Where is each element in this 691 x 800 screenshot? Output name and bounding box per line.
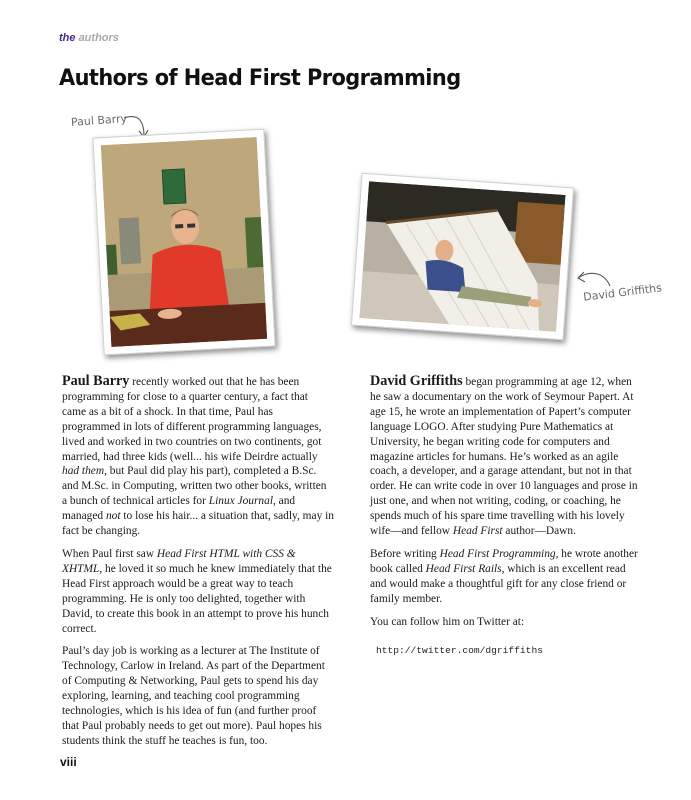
paul-photo-label: Paul Barry [70,112,128,129]
paul-bio-paragraph-1 [62,374,334,539]
paul-bio-text: to lose his hair... a situation that, sadly, may in fact be changing. [62,510,334,538]
paul-bio-paragraph-2 [62,547,334,636]
david-bio-paragraph-1 [370,374,638,539]
running-header-label: authors [78,32,119,44]
page-number: viii [60,755,77,769]
david-griffiths-photo [351,173,574,340]
david-bio-text: Before writing [370,547,440,560]
david-bio-name: David Griffiths [370,373,463,389]
david-bio-text: began programming at age 12, when he saw a documentary on the work of Seymour Papert. At age 15, he wrote an implementation of Papert’s computer language LOGO. After studying Pure Mathematics at University, he began writing code for computers and magazine articles for humans. He’s worked as an agile coach, a developer, and a garage attendant, but not in that order. He can write code in over 10 languages and prose in just one, and when not writing, coding, or coaching, he spends much of his spare time travelling with his lovely wife—and fellow [370,376,638,538]
book-title-hf-rails: Head First Rails [425,562,502,575]
book-title-hf-html: Head First HTML with CSS & XHTML [62,547,296,575]
david-bio-paragraph-2 [370,547,638,607]
paul-bio-text: , but Paul did play his part), completed a B.Sc. and M.Sc. in Computing, written two other books, written a bunch of technical articles for [62,465,327,508]
twitter-url: http://twitter.com/dgriffiths [376,644,543,656]
david-bio-text: , which is an excellent read and would make a thoughtful gift for any close friend or family member. [370,562,627,605]
page-title: Authors of Head First Programming [59,66,461,91]
paul-bio-text: , he loved it so much he knew immediately that the Head First approach would be a great way to teach programming. He is only too delighted, together with David, to create this book in an attempt to prove his hunch correct. [62,562,332,635]
running-header-prefix: the [59,32,76,44]
david-bio-text: , he wrote another book called [370,547,638,575]
paul-bio-paragraph-3: Paul’s day job is working as a lecturer at The Institute of Technology, Carlow in Ireland. As part of the Department of Computing & Networking, Paul gets to spend his day exploring, learning, and teaching cool programming technologies, which is his idea of fun (and further proof that Paul probably needs to get out more). Paul hopes his students think the stuff he teaches is fun, too. [62,645,325,747]
paul-bio-text: , and managed [62,495,296,523]
linux-journal-title: Linux Journal [208,495,273,508]
david-griffiths-bio [370,374,638,658]
paul-bio-name: Paul Barry [62,373,130,389]
paul-bio-emphasis-not: not [105,510,121,523]
david-bio-text: author—Dawn. [502,525,576,538]
paul-bio-emphasis-had-them: had them [62,465,105,478]
head-first-series-name: Head First [452,525,503,538]
paul-barry-bio [62,374,334,757]
david-photo-label: David Griffiths [582,281,663,304]
david-bio-paragraph-3: You can follow him on Twitter at: [370,615,525,628]
book-title-hf-programming: Head First Programming [439,547,556,560]
paul-bio-text: recently worked out that he has been programming for close to a quarter century, a fact that came as a bit of a shock. In that time, Paul has programmed in lots of different programming languages, lived and worked in two countries on two continents, got married, had three kids (well... his wife Deirdre actually [62,376,322,463]
paul-barry-photo [92,129,275,356]
paul-bio-text: When Paul first saw [62,547,157,560]
running-header [59,32,119,44]
